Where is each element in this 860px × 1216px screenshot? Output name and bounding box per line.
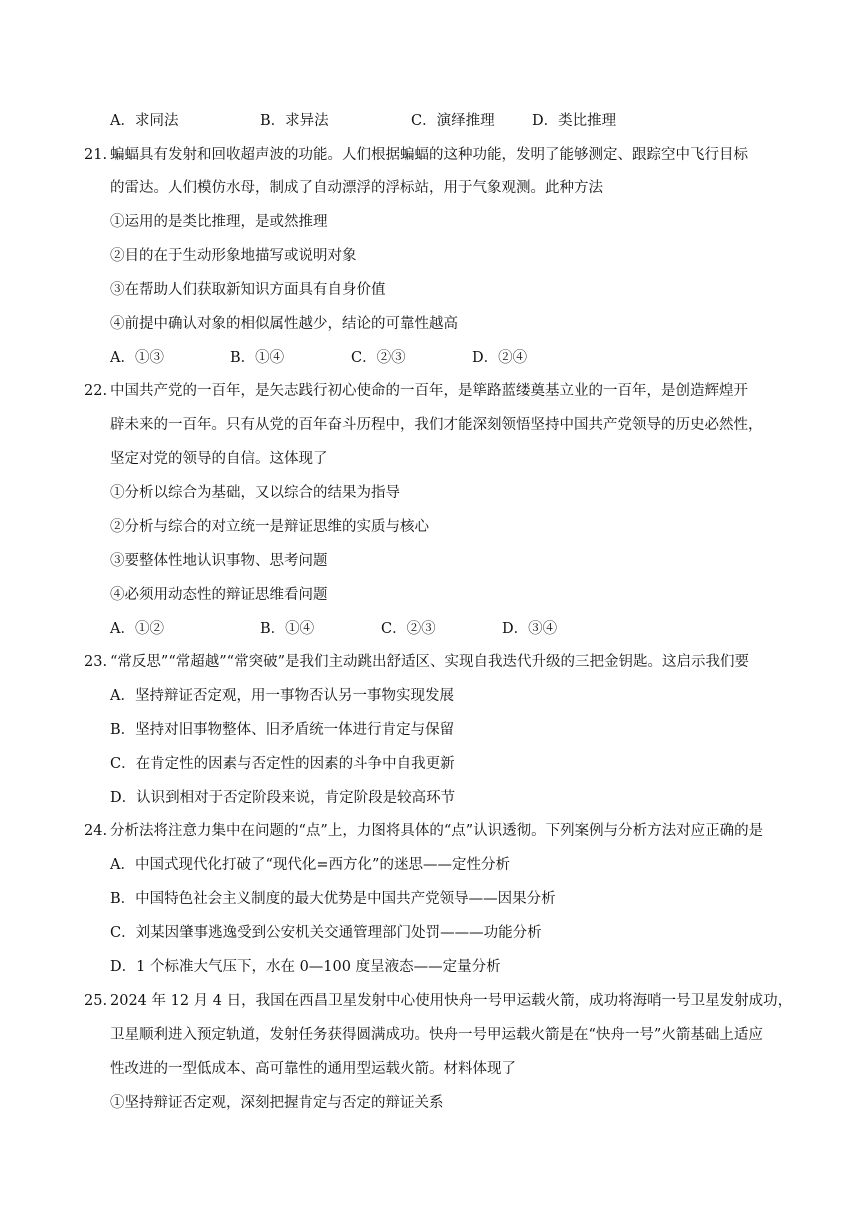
q25-stem-text-2: 卫星顺利进入预定轨道，发射任务获得圆满成功。快舟一号甲运载火箭是在“快舟一号”火箭基础上适应	[110, 1027, 763, 1043]
q21-stem-text-1: 蝙蝠具有发射和回收超声波的功能。人们根据蝙蝠的这种功能，发明了能够测定、跟踪空中飞行目标	[110, 147, 748, 163]
q21-option-c: C．②③	[351, 350, 406, 366]
q20-option-b: B．求异法	[260, 113, 329, 129]
q25-number: 25.	[84, 993, 108, 1009]
q24-option-a-text: A．中国式现代化打破了“现代化=西方化”的迷思——定性分析	[110, 857, 510, 873]
q24-option-c-text: C．刘某因肇事逃逸受到公安机关交通管理部门处罚———功能分析	[110, 925, 542, 941]
q25-stem-text-1: 2024 年 12 月 4 日，我国在西昌卫星发射中心使用快舟一号甲运载火箭，成功将海哨一号卫星发射成功，	[110, 993, 793, 1009]
q20-option-c: C．演绎推理	[411, 113, 495, 129]
q22-option-d: D．③④	[502, 621, 558, 637]
q21-item-1-text: ①运用的是类比推理，是或然推理	[110, 214, 328, 230]
q22-item-3-text: ③要整体性地认识事物、思考问题	[110, 553, 328, 569]
q24-option-d-text: D．1 个标准大气压下，水在 0—100 度呈液态——定量分析	[110, 959, 501, 975]
q22-option-b: B．①④	[260, 621, 315, 637]
q21-item-3-text: ③在帮助人们获取新知识方面具有自身价值	[110, 282, 386, 298]
q23-stem-text-1: “常反思”“常超越”“常突破”是我们主动跳出舒适区、实现自我迭代升级的三把金钥匙。这启示我们要	[110, 654, 749, 670]
q21-number: 21.	[84, 147, 108, 163]
q22-item-1-text: ①分析以综合为基础，又以综合的结果为指导	[110, 485, 400, 501]
q23-number: 23.	[84, 654, 108, 670]
q24-stem-text-1: 分析法将注意力集中在问题的“点”上，力图将具体的“点”认识透彻。下列案例与分析方法对应正确的是	[110, 823, 764, 839]
q21-option-a: A．①③	[110, 350, 164, 366]
q22-item-2-text: ②分析与综合的对立统一是辩证思维的实质与核心	[110, 519, 429, 535]
q22-number: 22.	[84, 383, 108, 399]
q23-option-d-text: D．认识到相对于否定阶段来说，肯定阶段是较高环节	[110, 790, 456, 806]
q24-number: 24.	[84, 823, 108, 839]
q22-stem-text-3: 坚定对党的领导的自信。这体现了	[110, 451, 328, 467]
q21-item-2-text: ②目的在于生动形象地描写或说明对象	[110, 248, 357, 264]
q20-option-d: D．类比推理	[532, 113, 617, 129]
q21-option-d: D．②④	[472, 350, 528, 366]
q22-stem-text-2: 辟未来的一百年。只有从党的百年奋斗历程中，我们才能深刻领悟坚持中国共产党领导的历史必然性，	[110, 417, 763, 433]
q21-stem-text-2: 的雷达。人们模仿水母，制成了自动漂浮的浮标站，用于气象观测。此种方法	[110, 180, 603, 196]
q25-item-1-text: ①坚持辩证否定观，深刻把握肯定与否定的辩证关系	[110, 1095, 444, 1111]
q22-stem-text-1: 中国共产党的一百年，是矢志践行初心使命的一百年，是筚路蓝缕奠基立业的一百年，是创造辉煌开	[110, 383, 748, 399]
q20-option-a: A．求同法	[110, 113, 179, 129]
q21-option-b: B．①④	[230, 350, 285, 366]
q24-option-b-text: B．中国特色社会主义制度的最大优势是中国共产党领导——因果分析	[110, 891, 556, 907]
q23-option-a-text: A．坚持辩证否定观，用一事物否认另一事物实现发展	[110, 688, 454, 704]
q23-option-c-text: C．在肯定性的因素与否定性的因素的斗争中自我更新	[110, 756, 455, 772]
q22-option-a: A．①②	[110, 621, 164, 637]
q22-option-c: C．②③	[381, 621, 436, 637]
q23-option-b-text: B．坚持对旧事物整体、旧矛盾统一体进行肯定与保留	[110, 722, 455, 738]
q22-item-4-text: ④必须用动态性的辩证思维看问题	[110, 587, 328, 603]
q21-item-4-text: ④前提中确认对象的相似属性越少，结论的可靠性越高	[110, 316, 458, 332]
q25-stem-text-3: 性改进的一型低成本、高可靠性的通用型运载火箭。材料体现了	[110, 1061, 516, 1077]
